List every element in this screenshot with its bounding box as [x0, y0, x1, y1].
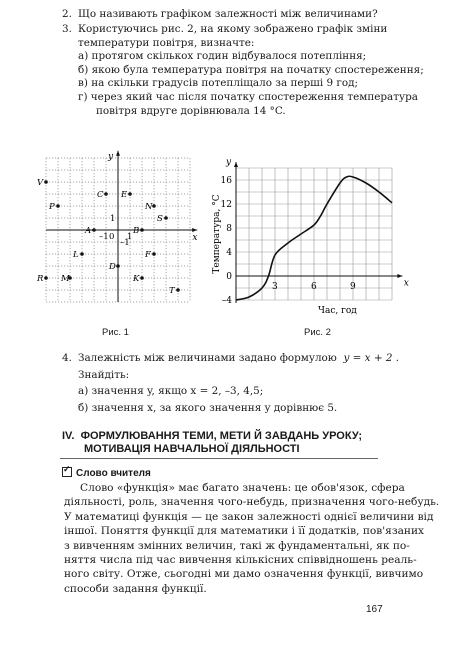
point-label: N	[145, 202, 153, 212]
point-label: K	[133, 274, 140, 284]
point-r	[44, 276, 48, 280]
point-t	[176, 288, 180, 292]
paragraph-line: з вивченням змінних величин, такі ж фундаментальні, як по-	[64, 539, 410, 552]
question-2	[62, 8, 378, 22]
chart-y-label: Температура, °C	[212, 194, 222, 274]
x-tick-label: 3	[272, 282, 278, 293]
section-heading	[62, 430, 362, 456]
question-4	[62, 352, 399, 415]
paragraph-line: іншої. Поняття функції для математики і її додатків, пов'язаних	[64, 525, 425, 538]
point-label: E	[121, 190, 128, 200]
figure-2-grid	[236, 168, 392, 300]
point-n	[152, 204, 156, 208]
paragraph-line: няття числа під час вивчення кількісних співвідношень реаль-	[64, 554, 417, 567]
point-l	[80, 252, 84, 256]
paragraph-line: діяльності, роль, значення чого-небудь, призначення чого-небудь.	[64, 496, 440, 509]
point-label: M	[61, 274, 70, 284]
question-3	[62, 23, 424, 118]
paragraph-line: способи задання функції.	[64, 582, 207, 595]
chart-x-label: Час, год	[318, 306, 357, 317]
y-tick-label: 8	[226, 224, 232, 234]
paragraph-line: Слово «функція» має багато значень: це обов'язок, сфера	[80, 482, 405, 494]
checkbox-icon: ✓	[62, 467, 72, 477]
tick-label: –1	[99, 232, 109, 242]
list-item-continued: повітря вдруге дорівнювала 14 °C.	[96, 104, 286, 117]
point-a	[92, 228, 96, 232]
list-item: а) значення y, якщо x = 2, –3, 4,5;	[78, 385, 264, 398]
figure-2-temperature-chart	[200, 158, 415, 323]
question-number: 2.	[62, 8, 72, 20]
y-tick-label: –4	[221, 296, 232, 306]
x-axis-arrow	[192, 228, 197, 232]
y-axis-arrow	[116, 151, 120, 156]
y-axis-label: y	[108, 152, 114, 163]
section-title: ФОРМУЛЮВАННЯ ТЕМИ, МЕТИ Й ЗАВДАНЬ УРОКУ;	[80, 430, 363, 442]
paragraph-line: У математиці функція — це закон залежності однієї величини від	[64, 510, 434, 523]
list-item: б) якою була температура повітря на початку спостереження;	[78, 63, 424, 76]
point-label: D	[109, 262, 116, 272]
section-divider	[60, 458, 378, 459]
point-label: L	[73, 250, 79, 260]
question-number: 3.	[62, 23, 72, 35]
x-axis-arrow	[397, 274, 402, 278]
point-label: F	[145, 250, 151, 260]
question-text: Знайдіть:	[78, 368, 130, 381]
point-label: B	[133, 226, 140, 236]
point-s	[164, 216, 168, 220]
question-text: Що називають графіком залежності між величинами?	[78, 8, 378, 20]
point-label: C	[97, 190, 104, 200]
point-label: S	[157, 214, 163, 224]
question-text: температури повітря, визначте:	[78, 36, 255, 49]
tick-label: 1	[127, 232, 133, 242]
point-b	[140, 228, 144, 232]
question-number: 4.	[62, 352, 72, 364]
point-label: T	[169, 286, 175, 296]
teacher-label-row	[62, 466, 151, 479]
point-p	[56, 204, 60, 208]
list-item: г) через який час після початку спостереження температура	[78, 90, 418, 103]
point-f	[152, 252, 156, 256]
section-title: МОТИВАЦІЯ НАВЧАЛЬНОЇ ДІЯЛЬНОСТІ	[84, 443, 300, 455]
x-tick-label: 6	[311, 282, 317, 293]
y-tick-label: 4	[226, 248, 232, 258]
point-k	[140, 276, 144, 280]
point-d	[116, 264, 120, 268]
teacher-label: Слово вчителя	[76, 468, 151, 479]
x-axis-label: x	[403, 278, 409, 289]
x-axis-label: x	[192, 233, 198, 243]
question-text: Користуючись рис. 2, на якому зображено графік зміни	[78, 23, 388, 35]
point-v	[44, 180, 48, 184]
y-tick-label: 16	[220, 176, 232, 186]
formula: y = x + 2 .	[343, 352, 400, 364]
y-axis-arrow	[234, 162, 238, 167]
figure-2-caption: Рис. 2	[304, 327, 331, 338]
list-item: в) на скільки градусів потепліщало за перші 9 год;	[78, 77, 358, 90]
paragraph-line: ного світу. Отже, сьогодні ми дамо означення функції, вивчимо	[64, 568, 424, 581]
x-tick-label: 9	[350, 282, 356, 293]
point-label: A	[85, 226, 92, 236]
origin-label: 0	[109, 232, 115, 242]
y-axis-label: y	[226, 157, 232, 168]
y-tick-label: 0	[226, 272, 232, 282]
question-text: Залежність між величинами задано формулою	[78, 352, 337, 364]
point-label: V	[37, 178, 44, 188]
point-e	[128, 192, 132, 196]
section-roman: IV.	[62, 430, 75, 442]
list-item: а) протягом скількох годин відбувалося потепління;	[78, 50, 367, 63]
tick-label: 1	[110, 214, 116, 224]
point-label: P	[49, 202, 55, 212]
point-label: R	[37, 274, 44, 284]
y-tick-label: 12	[220, 200, 232, 210]
tick-label: –1	[120, 238, 130, 248]
figure-1-caption: Рис. 1	[102, 327, 129, 338]
teacher-paragraph	[64, 481, 440, 596]
page-number: 167	[366, 604, 383, 615]
point-c	[104, 192, 108, 196]
figure-1-coordinate-plane	[37, 152, 198, 324]
list-item: б) значення x, за якого значення y дорівнює 5.	[78, 401, 338, 414]
